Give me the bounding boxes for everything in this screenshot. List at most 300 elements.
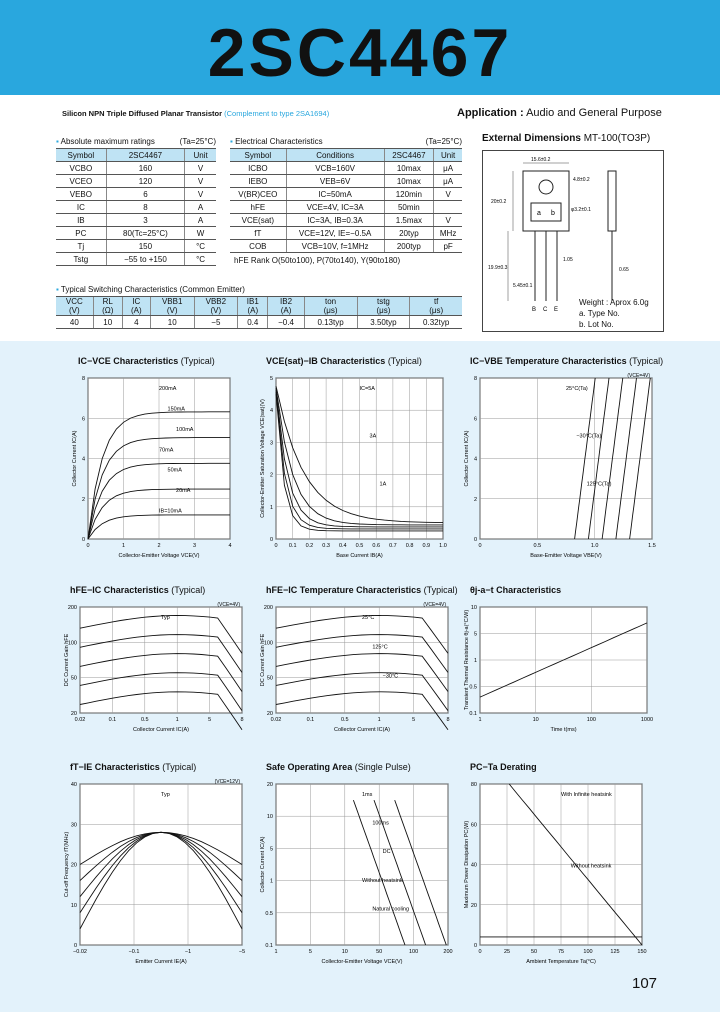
x-tick-label: 100: [586, 717, 596, 723]
y-tick-label: 0.1: [265, 943, 273, 949]
x-axis-label: Emitter Current IE(A): [135, 959, 187, 965]
table-cell: IC=3A, IB=0.3A: [286, 214, 384, 227]
table-cell: 2SC4467: [384, 149, 434, 162]
curve-label: 150mA: [167, 406, 185, 413]
curve-label: 25°C(Ta): [566, 386, 588, 392]
table-header-row: [56, 149, 216, 162]
y-tick-label: 20: [70, 711, 77, 717]
x-tick-label: 0: [478, 949, 482, 955]
table-cell: VCEO: [56, 175, 106, 188]
table-cell: −5: [194, 316, 238, 329]
table-cell: 3: [106, 214, 184, 227]
table-cell: V: [185, 162, 216, 175]
table-cell: 120min: [384, 188, 434, 201]
y-tick-label: 80: [470, 782, 477, 788]
table-row: [230, 201, 462, 214]
x-tick-label: 1: [478, 717, 482, 723]
x-tick-label: 100: [409, 949, 419, 955]
table-cell: 50min: [384, 201, 434, 214]
curve-label: 1A: [379, 481, 387, 488]
table-cell: fT: [230, 227, 286, 240]
table-cell: −55 to +150: [106, 253, 184, 266]
application-label: Application :: [457, 107, 524, 119]
x-axis-label: Collector Current IC(A): [133, 727, 189, 733]
chart-title: Safe Operating Area (Single Pulse): [266, 762, 411, 772]
table-cell: 120: [106, 175, 184, 188]
abs-max-table: [56, 148, 216, 266]
x-tick-label: 0.1: [306, 717, 315, 723]
x-tick-label: 8: [446, 717, 450, 723]
table-cell: IC: [56, 201, 106, 214]
x-tick-label: 25: [503, 949, 511, 955]
x-tick-label: 0.2: [305, 543, 314, 549]
table-cell: 10max: [384, 162, 434, 175]
y-tick-label: 4: [81, 456, 85, 463]
dim-label: 19.9±0.3: [488, 265, 508, 271]
x-tick-label: −0.02: [73, 949, 87, 955]
table-cell: V: [434, 214, 462, 227]
electrical-condition: (Ta=25°C): [425, 137, 462, 146]
y-tick-label: 4: [269, 408, 273, 415]
application-line: [457, 107, 662, 119]
x-tick-label: 5: [412, 717, 416, 723]
table-cell: IEBO: [230, 175, 286, 188]
y-tick-label: 6: [81, 416, 85, 423]
x-tick-label: 0.5: [140, 717, 149, 723]
table-cell: 10max: [384, 175, 434, 188]
electrical-section: [230, 137, 462, 265]
chart-plot: [258, 370, 453, 561]
x-tick-label: 1.5: [648, 543, 656, 549]
table-row: [230, 188, 462, 201]
y-tick-label: 0.5: [469, 684, 477, 691]
y-tick-label: 20: [70, 862, 77, 869]
chart-title: θj-a−t Characteristics: [470, 585, 562, 595]
curve-label: 25°C: [362, 615, 375, 621]
y-tick-label: 6: [473, 416, 477, 423]
x-tick-label: 50: [376, 949, 383, 955]
x-tick-label: 1: [377, 717, 381, 723]
table-cell: IC=50mA: [286, 188, 384, 201]
x-tick-label: 5: [208, 717, 212, 723]
y-tick-label: 100: [67, 640, 77, 647]
table-row: [230, 175, 462, 188]
table-cell: V: [185, 188, 216, 201]
y-tick-label: 8: [81, 376, 85, 382]
y-axis-label: Collector Current IC(A): [72, 430, 78, 487]
table-cell: VCE=4V, IC=3A: [286, 201, 384, 214]
table-cell: VCE(sat): [230, 214, 286, 227]
table-cell: 8: [106, 201, 184, 214]
switching-table: [56, 296, 462, 329]
y-tick-label: 20: [266, 782, 273, 788]
curve-label: 100mA: [176, 426, 194, 433]
table-cell: 80(Tc=25°C): [106, 227, 184, 240]
chart-plot: [258, 599, 458, 735]
y-tick-label: 5: [473, 631, 477, 638]
curve-label: Without heatsink: [362, 877, 403, 884]
table-cell: COB: [230, 240, 286, 253]
x-tick-label: 0.02: [74, 717, 86, 723]
table-cell: 20typ: [384, 227, 434, 240]
curve-label: 50mA: [167, 467, 182, 474]
y-tick-label: 2: [473, 496, 477, 503]
table-row: [56, 162, 216, 175]
y-axis-label: Collector-Emitter Saturation Voltage VCE(sat)(V): [260, 399, 266, 518]
curve-label: DC: [382, 849, 391, 856]
table-cell: ton (μs): [304, 297, 357, 316]
y-tick-label: 20: [266, 711, 273, 717]
side-view: [608, 171, 616, 231]
x-tick-label: 0.1: [288, 543, 297, 549]
y-axis-label: Collector Current IC(A): [260, 836, 266, 893]
y-tick-label: 8: [473, 376, 477, 382]
pin-label: E: [554, 307, 559, 313]
y-tick-label: 30: [70, 822, 77, 829]
x-tick-label: 0.5: [340, 717, 349, 723]
x-tick-label: 0.02: [270, 717, 282, 723]
y-tick-label: 40: [470, 862, 477, 869]
y-tick-label: 10: [266, 814, 273, 821]
description-text: Silicon NPN Triple Diffused Planar Transistor: [62, 109, 223, 118]
chart-title: fT−IE Characteristics (Typical): [70, 762, 197, 772]
package-drawing-box: [482, 150, 664, 332]
page-number: 107: [632, 975, 658, 992]
table-cell: W: [185, 227, 216, 240]
table-cell: 3.50typ: [357, 316, 410, 329]
table-cell: pF: [434, 240, 462, 253]
table-cell: PC: [56, 227, 106, 240]
curve-label: Without heatsink: [570, 863, 612, 870]
table-cell: VEBO: [56, 188, 106, 201]
curve-label: Natural cooling: [372, 906, 410, 913]
x-tick-label: 75: [557, 949, 565, 955]
x-axis-label: Base Current IB(A): [336, 553, 383, 559]
chart-title: hFE−IC Temperature Characteristics (Typical): [266, 585, 458, 595]
chart-note: (VCE=12V): [214, 779, 240, 785]
table-cell: V(BR)CEO: [230, 188, 286, 201]
table-cell: °C: [185, 253, 216, 266]
table-cell: tf (μs): [410, 297, 462, 316]
curve-label: −30°C: [382, 673, 399, 680]
x-tick-label: 0.1: [108, 717, 117, 723]
table-cell: Unit: [185, 149, 216, 162]
x-axis-label: Collector-Emitter Voltage VCE(V): [118, 553, 200, 559]
external-dimensions-title: External Dimensions MT-100(TO3P): [482, 133, 651, 144]
table-cell: A: [185, 201, 216, 214]
table-cell: A: [185, 214, 216, 227]
dim-label: 15.6±0.2: [531, 157, 551, 163]
mark-a: a: [537, 210, 541, 217]
table-cell: VCB=160V: [286, 162, 384, 175]
y-tick-label: 20: [470, 902, 477, 909]
curve-label: 100ms: [372, 820, 389, 827]
table-row: [230, 240, 462, 253]
x-axis-label: Collector-Emitter Voltage VCE(V): [321, 959, 403, 965]
y-tick-label: 1: [269, 878, 273, 885]
curve-label: −30°C(Ta): [576, 433, 602, 440]
table-header-row: [56, 297, 462, 316]
table-cell: 0.13typ: [304, 316, 357, 329]
application-value: Audio and General Purpose: [526, 107, 662, 119]
table-cell: [434, 201, 462, 214]
curve-label: Typ: [161, 615, 170, 621]
table-row: [56, 214, 216, 227]
table-cell: IC (A): [122, 297, 150, 316]
y-tick-label: 1: [269, 504, 273, 511]
y-tick-label: 0.5: [265, 910, 273, 917]
y-tick-label: 60: [470, 822, 477, 829]
table-row: [56, 175, 216, 188]
x-tick-label: 1: [274, 949, 278, 955]
table-row: [230, 214, 462, 227]
chart-plot: [462, 599, 657, 735]
y-axis-label: DC Current Gain hFE: [64, 633, 70, 687]
table-row: [56, 201, 216, 214]
y-tick-label: 0: [73, 943, 77, 949]
table-cell: Symbol: [230, 149, 286, 162]
y-tick-label: 50: [266, 675, 273, 682]
x-tick-label: 0.9: [422, 543, 431, 549]
chart-title: IC−VBE Temperature Characteristics (Typical): [470, 356, 664, 366]
table-cell: ICBO: [230, 162, 286, 175]
x-tick-label: 0.6: [372, 543, 381, 549]
y-tick-label: 0: [269, 537, 273, 543]
x-tick-label: 0.5: [355, 543, 364, 549]
chart-title: IC−VCE Characteristics (Typical): [78, 356, 215, 366]
curve-label: With Infinite heatsink: [561, 792, 612, 798]
title-banner: [0, 0, 720, 95]
x-tick-label: 10: [532, 717, 539, 723]
x-tick-label: 8: [240, 717, 244, 723]
table-cell: tstg (μs): [357, 297, 410, 316]
table-cell: 160: [106, 162, 184, 175]
electrical-table: [230, 148, 462, 253]
table-cell: 2SC4467: [106, 149, 184, 162]
table-cell: 0.4: [238, 316, 268, 329]
y-tick-label: 10: [70, 902, 77, 909]
chart-title: hFE−IC Characteristics (Typical): [70, 585, 206, 595]
x-axis-label: Collector Current IC(A): [334, 727, 390, 733]
y-tick-label: 3: [269, 440, 273, 447]
table-cell: 10: [93, 316, 122, 329]
y-tick-label: 1: [473, 658, 477, 664]
curve-label: 70mA: [159, 447, 174, 454]
part-number-title: 2SC4467: [207, 15, 513, 91]
table-cell: Unit: [434, 149, 462, 162]
table-cell: RL (Ω): [93, 297, 122, 316]
pin-label: B: [532, 307, 537, 313]
y-tick-label: 50: [70, 675, 77, 682]
chart-note: (VCE=4V): [423, 602, 446, 608]
table-cell: 0.32typ: [410, 316, 462, 329]
switching-title: ▪ Typical Switching Characteristics (Common Emitter): [56, 285, 245, 294]
table-cell: Tstg: [56, 253, 106, 266]
dim-label: 20±0.2: [491, 199, 507, 205]
marking-area: [531, 203, 561, 221]
mark-b: b: [551, 210, 555, 217]
x-tick-label: 1.0: [590, 543, 599, 549]
dim-label: 0.65: [619, 267, 629, 273]
y-axis-label: Transient Thermal Resistance θj-a(°C/W): [464, 609, 470, 711]
x-tick-label: 1: [175, 717, 179, 723]
x-tick-label: 0.8: [405, 543, 414, 549]
x-tick-label: 100: [583, 949, 593, 955]
x-tick-label: 200: [443, 949, 453, 955]
hfe-rank: hFE Rank O(50to100), P(70to140), Y(90to180): [234, 256, 401, 265]
x-axis-label: Time t(ms): [550, 727, 577, 733]
table-row: [56, 253, 216, 266]
x-tick-label: −0.1: [128, 949, 140, 955]
curve-label: Typ: [161, 792, 170, 798]
y-tick-label: 0.1: [469, 711, 477, 717]
table-row: [230, 162, 462, 175]
curve-label: IC=5A: [359, 386, 375, 392]
x-tick-label: −1: [184, 949, 192, 955]
table-cell: IB1 (A): [238, 297, 268, 316]
table-cell: VCBO: [56, 162, 106, 175]
mounting-hole: [539, 180, 553, 194]
y-tick-label: 100: [263, 640, 273, 647]
x-tick-label: 0: [274, 543, 278, 549]
curve-label: 125°C: [372, 644, 388, 651]
table-cell: 4: [122, 316, 150, 329]
y-tick-label: 2: [269, 472, 273, 479]
y-tick-label: 10: [470, 605, 477, 611]
x-tick-label: 125: [610, 949, 620, 955]
dim-label: 4.8±0.2: [573, 177, 590, 183]
table-row: [56, 240, 216, 253]
x-tick-label: −5: [238, 949, 246, 955]
device-description: [62, 109, 329, 118]
y-axis-label: Collector Current IC(A): [464, 430, 470, 487]
table-cell: 10: [150, 316, 194, 329]
chart-plot: [70, 370, 240, 561]
chart-plot: [462, 776, 652, 967]
dim-label: 5.45±0.1: [513, 283, 533, 289]
table-cell: Tj: [56, 240, 106, 253]
pin-label: C: [543, 307, 548, 313]
abs-max-section: [56, 137, 216, 266]
curve-label: 125°C(Ta): [586, 481, 612, 488]
table-cell: 1.5max: [384, 214, 434, 227]
x-tick-label: 0.7: [389, 543, 397, 549]
table-row: [230, 227, 462, 240]
plot-area: [276, 784, 448, 945]
table-cell: IB: [56, 214, 106, 227]
curve-label: 1ms: [362, 792, 373, 798]
x-tick-label: 0.3: [322, 543, 330, 549]
electrical-title: ▪ Electrical Characteristics: [230, 137, 323, 146]
abs-max-condition: (Ta=25°C): [179, 137, 216, 146]
x-tick-label: 0.4: [338, 543, 347, 549]
x-axis-label: Ambient Temperature Ta(°C): [526, 959, 596, 965]
chart-note: (VCE=4V): [627, 373, 650, 379]
plot-area: [276, 607, 448, 713]
x-tick-label: 3: [192, 543, 197, 549]
abs-max-title: ▪ Absolute maximum ratings: [56, 137, 155, 146]
y-tick-label: 200: [67, 605, 77, 611]
chart-plot: [258, 776, 458, 967]
chart-title: PC−Ta Derating: [470, 762, 537, 772]
chart-plot: [62, 599, 252, 735]
y-axis-label: DC Current Gain hFE: [260, 633, 266, 687]
y-tick-label: 4: [473, 456, 477, 463]
note-lot: b. Lot No.: [579, 320, 614, 329]
package-name: MT-100(TO3P): [583, 133, 651, 144]
table-cell: 150: [106, 240, 184, 253]
table-cell: μA: [434, 162, 462, 175]
x-tick-label: 4: [228, 543, 232, 549]
table-cell: μA: [434, 175, 462, 188]
y-axis-label: Cut-off Frequency fT(MHz): [64, 831, 70, 898]
x-tick-label: 1.0: [439, 543, 447, 549]
package-notes: [579, 297, 649, 330]
table-cell: VBB1 (V): [150, 297, 194, 316]
table-cell: VBB2 (V): [194, 297, 238, 316]
curve-label: 200mA: [159, 386, 177, 392]
table-row: [56, 188, 216, 201]
table-cell: Symbol: [56, 149, 106, 162]
y-tick-label: 0: [81, 537, 85, 543]
y-tick-label: 0: [473, 943, 477, 949]
table-header-row: [230, 149, 462, 162]
table-cell: 40: [56, 316, 93, 329]
y-tick-label: 200: [263, 605, 273, 611]
x-tick-label: 0.5: [533, 543, 542, 549]
curve-label: 20mA: [176, 488, 191, 495]
x-tick-label: 2: [157, 543, 161, 549]
table-cell: MHz: [434, 227, 462, 240]
x-tick-label: 0: [86, 543, 90, 549]
x-axis-label: Base-Emitter Voltage VBE(V): [530, 553, 602, 559]
table-cell: hFE: [230, 201, 286, 214]
curve-label: 3A: [369, 433, 377, 440]
x-tick-label: 1000: [640, 717, 654, 723]
y-tick-label: 0: [473, 537, 477, 543]
table-cell: 6: [106, 188, 184, 201]
chart-note: (VCE=4V): [217, 602, 240, 608]
table-row: [56, 227, 216, 240]
table-cell: VCC (V): [56, 297, 93, 316]
table-cell: VEB=6V: [286, 175, 384, 188]
y-tick-label: 5: [269, 846, 273, 853]
x-tick-label: 0: [478, 543, 482, 549]
y-tick-label: 5: [269, 376, 273, 382]
dim-label: 1.05: [563, 257, 573, 263]
curve-label: IB=10mA: [159, 508, 182, 515]
x-tick-label: 5: [308, 949, 312, 955]
switching-section: [56, 285, 462, 329]
x-tick-label: 1: [121, 543, 126, 549]
table-cell: °C: [185, 240, 216, 253]
x-tick-label: 10: [341, 949, 348, 955]
note-type: a. Type No.: [579, 309, 620, 318]
table-cell: Conditions: [286, 149, 384, 162]
table-cell: V: [185, 175, 216, 188]
table-cell: VCE=12V, IE=−0.5A: [286, 227, 384, 240]
x-tick-label: 150: [637, 949, 647, 955]
y-axis-label: Maximum Power Dissipation PC(W): [464, 820, 470, 909]
table-cell: IB2 (A): [268, 297, 304, 316]
plot-area: [80, 607, 242, 713]
table-cell: VCB=10V, f=1MHz: [286, 240, 384, 253]
y-tick-label: 40: [70, 782, 77, 788]
dim-label: φ3.2±0.1: [571, 207, 591, 213]
table-cell: V: [434, 188, 462, 201]
chart-plot: [462, 370, 662, 561]
complement-text: (Complement to type 2SA1694): [224, 109, 330, 118]
